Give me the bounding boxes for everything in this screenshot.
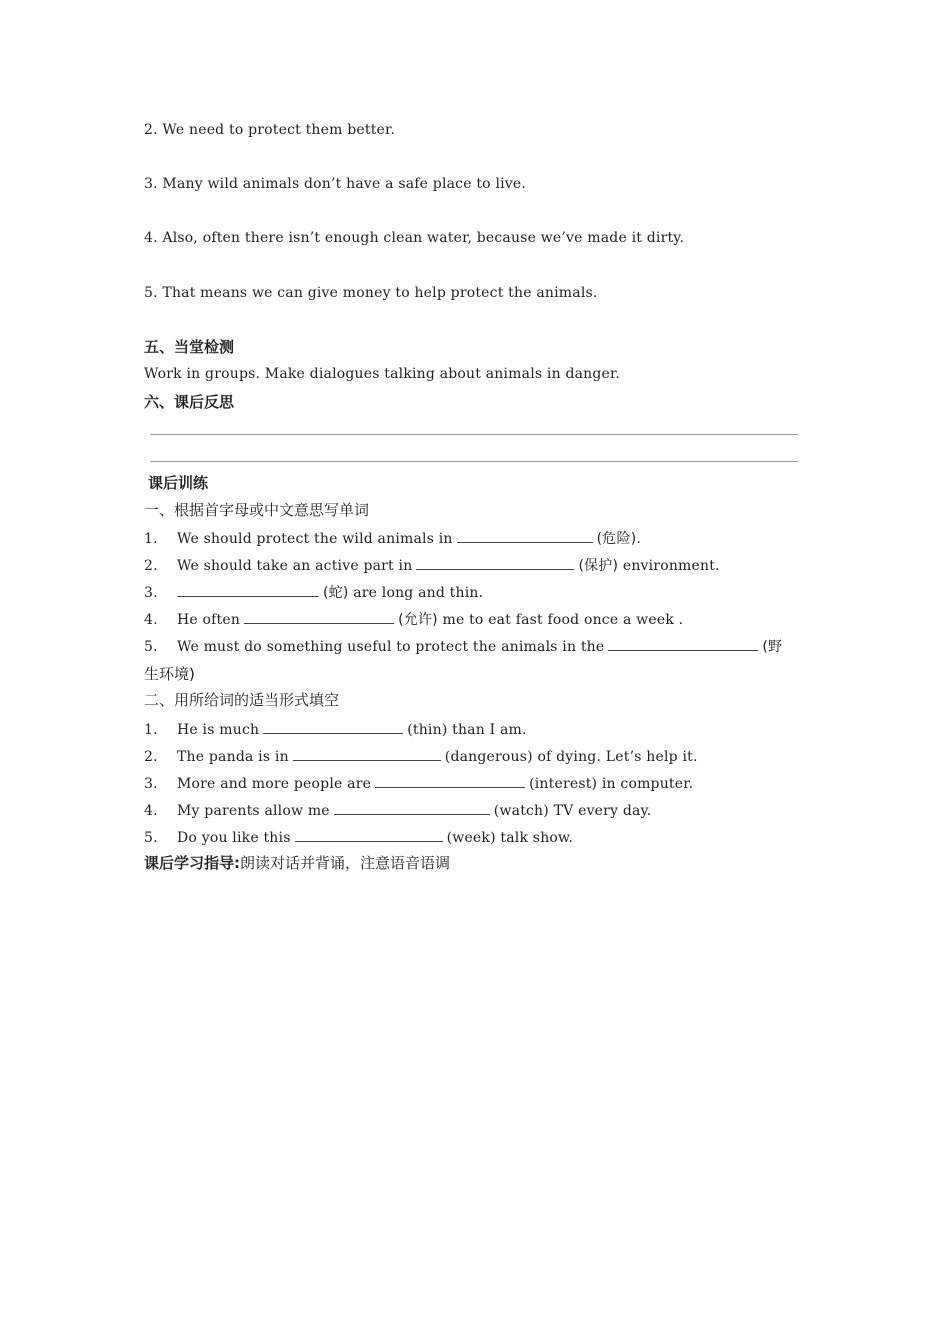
item-hint: (野	[762, 639, 783, 655]
answer-blank[interactable]	[263, 719, 403, 734]
answer-blank[interactable]	[457, 528, 593, 543]
answer-blank[interactable]	[295, 827, 443, 842]
item-hint: (蛇)	[323, 585, 349, 601]
item-text-after: of dying. Let’s help it.	[537, 749, 698, 765]
item-hint: (危险).	[596, 531, 642, 547]
part1-item-1	[144, 528, 641, 548]
item-number: 5.	[144, 639, 158, 655]
part1-item-4	[144, 609, 683, 629]
answer-blank[interactable]	[375, 773, 525, 788]
item-number: 2.	[144, 558, 158, 574]
part1-item-5	[144, 636, 782, 656]
part2-item-3	[144, 773, 693, 792]
part1-item-5-wrap: 生环境)	[144, 665, 195, 683]
item-text-after: environment.	[622, 558, 720, 574]
given-word: (interest)	[529, 776, 598, 792]
item-text-after: are long and thin.	[353, 585, 484, 601]
answer-blank[interactable]	[416, 555, 574, 570]
item-number: 5.	[144, 830, 158, 846]
guidance-text: 朗读对话并背诵，注意语音语调	[240, 854, 451, 872]
item-text-before: He is much	[177, 722, 260, 738]
guidance-label: 课后学习指导:	[144, 854, 240, 872]
section5-text: Work in groups. Make dialogues talking about animals in danger.	[144, 366, 621, 382]
item-text-after: talk show.	[500, 830, 574, 846]
item-number: 1.	[144, 722, 158, 738]
item-number: 3.	[144, 585, 158, 601]
item-text-before: We should take an active part in	[177, 558, 413, 574]
item-text-after: me to eat fast food once a week .	[442, 612, 684, 628]
part2-item-4	[144, 800, 651, 819]
study-guidance	[144, 852, 450, 873]
part2-item-5	[144, 827, 573, 846]
part1-item-3	[144, 582, 483, 602]
sentence-3: 3. Many wild animals don’t have a safe place to live.	[144, 176, 527, 192]
item-number: 3.	[144, 776, 158, 792]
item-text-before: The panda is in	[177, 749, 289, 765]
item-text-before: Do you like this	[177, 830, 291, 846]
answer-blank[interactable]	[244, 609, 394, 624]
reflection-line-2[interactable]	[150, 461, 798, 462]
item-text-before: My parents allow me	[177, 803, 330, 819]
given-word: (watch)	[493, 803, 549, 819]
answer-blank[interactable]	[177, 582, 319, 597]
item-text-after: in computer.	[601, 776, 694, 792]
sentence-5: 5. That means we can give money to help protect the animals.	[144, 285, 598, 301]
answer-blank[interactable]	[293, 746, 441, 761]
item-text-before: We should protect the wild animals in	[177, 531, 453, 547]
given-word: (dangerous)	[444, 749, 533, 765]
item-number: 1.	[144, 531, 158, 547]
given-word: (thin)	[407, 722, 448, 738]
answer-blank[interactable]	[334, 800, 490, 815]
section5-title: 五、当堂检测	[144, 338, 235, 356]
homework-title: 课后训练	[148, 474, 209, 492]
part1-title: 一、根据首字母或中文意思写单词	[144, 501, 370, 519]
item-text-after: TV every day.	[553, 803, 652, 819]
answer-blank[interactable]	[608, 636, 758, 651]
given-word: (week)	[446, 830, 496, 846]
sentence-2: 2. We need to protect them better.	[144, 122, 396, 138]
part1-item-2	[144, 555, 720, 575]
section6-title: 六、课后反思	[144, 393, 235, 411]
part2-item-2	[144, 746, 698, 765]
reflection-line-1[interactable]	[150, 434, 798, 435]
item-number: 2.	[144, 749, 158, 765]
item-number: 4.	[144, 803, 158, 819]
item-hint: (保护)	[578, 558, 619, 574]
item-text-before: More and more people are	[177, 776, 372, 792]
sentence-4: 4. Also, often there isn’t enough clean water, because we’ve made it dirty.	[144, 230, 685, 246]
item-number: 4.	[144, 612, 158, 628]
item-text-after: than I am.	[452, 722, 527, 738]
item-text-before: We must do something useful to protect the animals in the	[177, 639, 605, 655]
part2-title: 二、用所给词的适当形式填空	[144, 691, 340, 709]
item-text-before: He often	[177, 612, 241, 628]
part2-item-1	[144, 719, 527, 738]
item-hint: (允许)	[398, 612, 438, 628]
